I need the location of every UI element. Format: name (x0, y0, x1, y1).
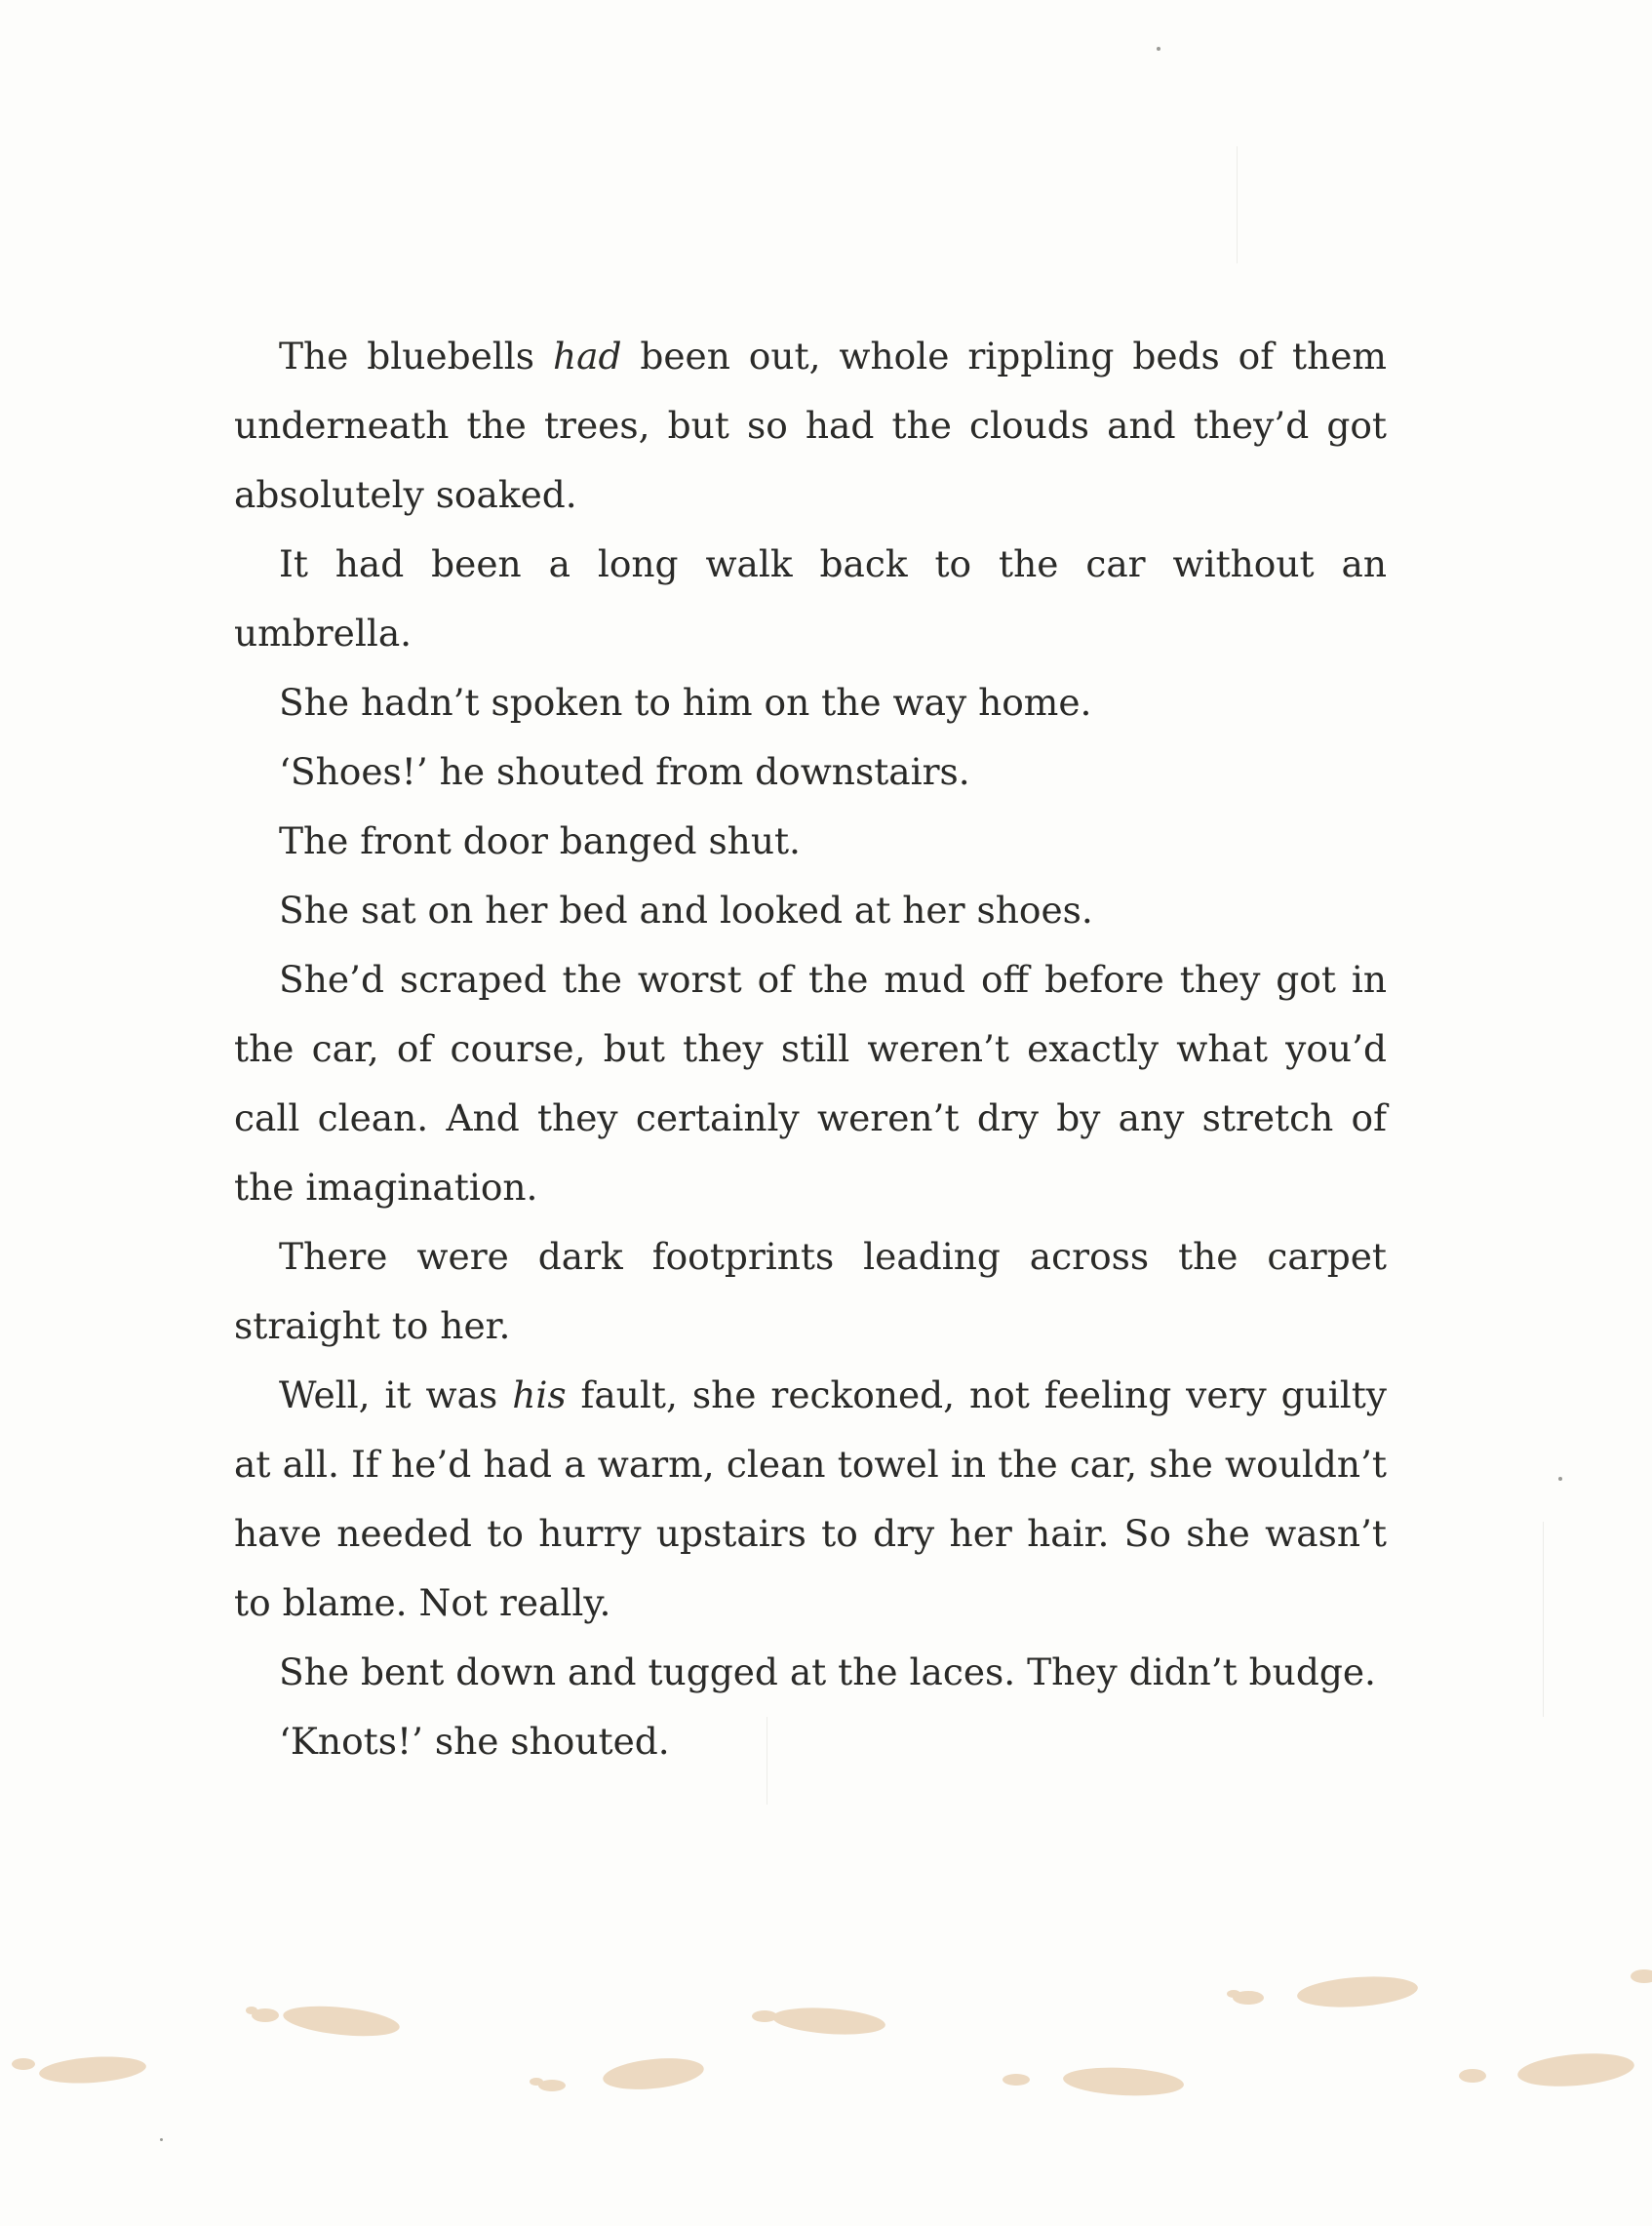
footprint (12, 2053, 147, 2087)
text-segment: fault, she reckoned, not feeling very guilty at all. If he’d had a warm, clean towel in the car, she wouldn’t have needed to hurry upstairs to dry her hair. So she wasn’t to blame. Not really. (234, 1373, 1387, 1624)
paragraph (234, 668, 1387, 737)
paragraph (234, 945, 1387, 1222)
text-segment: ‘Knots!’ she shouted. (279, 1720, 670, 1763)
scan-artifact-line (1543, 1522, 1544, 1717)
paragraph (234, 1707, 1387, 1776)
footprint (752, 2005, 886, 2038)
paragraph (234, 322, 1387, 530)
story-text (234, 322, 1387, 1776)
text-segment: The bluebells (279, 335, 553, 378)
text-segment: The front door banged shut. (279, 819, 801, 862)
text-segment: She sat on her bed and looked at her shoes. (279, 889, 1093, 932)
paragraph (234, 530, 1387, 668)
emphasis-text: had (552, 335, 622, 378)
scan-speck (1157, 47, 1160, 51)
paragraph (234, 1222, 1387, 1361)
text-segment: It had been a long walk back to the car without an umbrella. (234, 542, 1387, 655)
text-segment: been out, whole rippling beds of them underneath the trees, but so had the clouds and they’d got absolutely soaked. (234, 335, 1387, 516)
scan-speck (160, 2138, 163, 2141)
scan-speck (1558, 1477, 1562, 1481)
paragraph (234, 1638, 1387, 1707)
emphasis-text: his (512, 1373, 567, 1416)
text-segment: Well, it was (279, 1373, 513, 1416)
text-segment: ‘Shoes!’ he shouted from downstairs. (279, 750, 970, 793)
footprint (246, 2002, 401, 2041)
footprint (1227, 1973, 1419, 2011)
paragraph (234, 876, 1387, 945)
paragraph (234, 1361, 1387, 1638)
footprint (1631, 1969, 1652, 1983)
footprint (530, 2054, 705, 2094)
paragraph (234, 807, 1387, 876)
text-segment: There were dark footprints leading across the carpet straight to her. (234, 1235, 1387, 1347)
footprint (1459, 2049, 1635, 2090)
text-segment: She’d scraped the worst of the mud off before they got in the car, of course, but they still weren’t exactly what you’d call clean. And they certainly weren’t dry by any stretch of the imagination. (234, 958, 1387, 1209)
text-segment: She hadn’t spoken to him on the way home. (279, 681, 1092, 724)
scan-artifact-line (1237, 146, 1238, 263)
text-segment: She bent down and tugged at the laces. They didn’t budge. (279, 1650, 1376, 1693)
paragraph (234, 737, 1387, 807)
footprint (1003, 2065, 1185, 2098)
